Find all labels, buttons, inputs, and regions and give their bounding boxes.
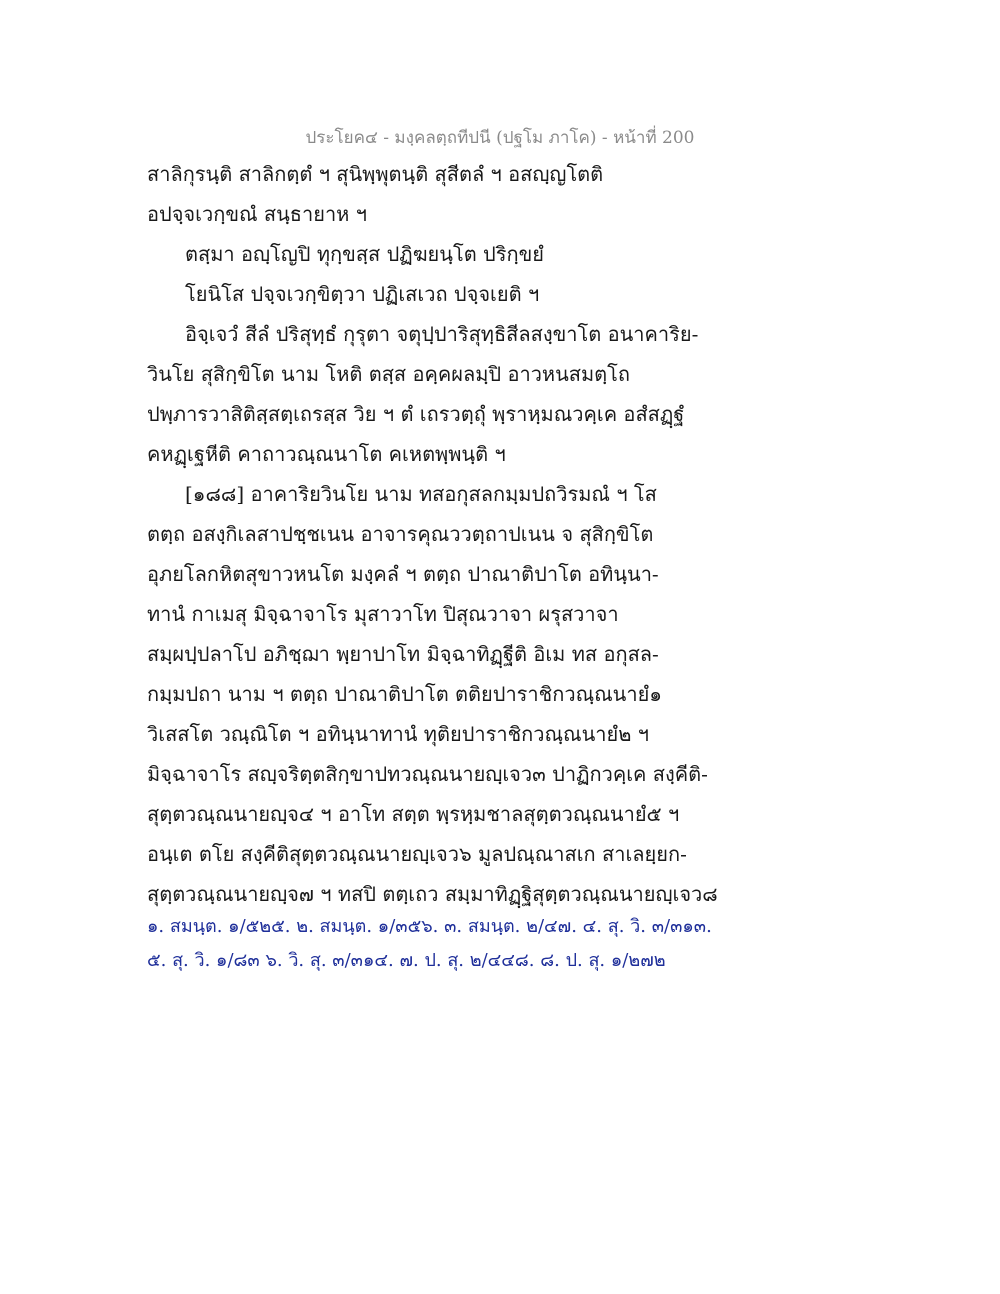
- page-header: ประโยค๔ - มงฺคลตฺถทีปนี (ปฐโม ภาโค) - หน้าที่ 200: [305, 128, 695, 148]
- text-line: กมฺมปถา นาม ฯ ตตฺถ ปาณาติปาโต ตติยปาราชิกวณฺณนายํ๑: [147, 682, 662, 706]
- text-line: มิจฺฉาจาโร สญฺจริตฺตสิกฺขาปทวณฺณนายญฺเจว๓ ปาฏิกวคฺเค สงฺคีติ-: [147, 762, 708, 786]
- text-line: ปพฺภารวาสิติสฺสตฺเถรสฺส วิย ฯ ตํ เถรวตฺถุํ พฺราหฺมณวคฺเค อสํสฏฺฐํ: [147, 402, 685, 426]
- text-line: สาลิกุรนฺติ สาลิกตฺตํ ฯ สุนิพฺพุตนฺติ สุสีตลํ ฯ อสญฺญโตติ: [147, 162, 604, 186]
- verse-line: โยนิโส ปจฺจเวกฺขิตฺวา ปฏิเสเวถ ปจฺจเยติ ฯ: [185, 282, 540, 306]
- text-line: ตตฺถ อสงฺกิเลสาปชฺชเนน อาจารคุณววตฺถาปเนน จ สุสิกฺขิโต: [147, 522, 654, 546]
- footnote-line: ๕. สุ. วิ. ๑/๘๓ ๖. วิ. สุ. ๓/๓๑๔. ๗. ป. สุ. ๒/๔๔๘. ๘. ป. สุ. ๑/๒๗๒: [147, 950, 666, 971]
- text-line: ทานํ กาเมสุ มิจฺฉาจาโร มุสาวาโท ปิสุณวาจา ผรุสวาจา: [147, 602, 619, 626]
- paragraph-start-line: อิจฺเจวํ สีลํ ปริสุทฺธํ กุรุตา จตุปฺปาริสุทฺธิสีลสงฺขาโต อนาคาริย-: [185, 322, 699, 346]
- text-line: สมฺผปฺปลาโป อภิชฺฌา พฺยาปาโท มิจฺฉาทิฏฺฐีติ อิเม ทส อกุสล-: [147, 642, 659, 666]
- verse-line: ตสฺมา อญฺโญปิ ทุกฺขสฺส ปฏิฆยนฺโต ปริกฺขยํ: [185, 242, 544, 266]
- text-line: สุตฺตวณฺณนายญฺจ๗ ฯ ทสปิ ตตฺเถว สมฺมาทิฏฺฐิสุตฺตวณฺณนายญฺเจว๘: [147, 882, 718, 906]
- footnotes: [147, 910, 867, 978]
- text-line: คหฏฺเฐหีติ คาถาวณฺณนาโต คเหตพฺพนฺติ ฯ: [147, 442, 506, 466]
- text-line: อุภยโลกหิตสุขาวหนโต มงฺคลํ ฯ ตตฺถ ปาณาติปาโต อทินฺนา-: [147, 562, 659, 586]
- text-line: สุตฺตวณฺณนายญฺจ๔ ฯ อาโท สตฺต พฺรหฺมชาลสุตฺตวณฺณนายํ๕ ฯ: [147, 802, 680, 826]
- footnote-line: ๑. สมนฺต. ๑/๕๒๕. ๒. สมนฺต. ๑/๓๕๖. ๓. สมนฺต. ๒/๔๗. ๔. สุ. วิ. ๓/๓๑๓.: [147, 916, 712, 937]
- text-line: วินโย สุสิกฺขิโต นาม โหติ ตสฺส อคฺคผลมฺปิ อาวหนสมตฺโถ: [147, 362, 631, 386]
- paragraph-start-line: [๑๘๘] อาคาริยวินโย นาม ทสอกุสลกมฺมปถวิรมณํ ฯ โส: [185, 482, 657, 506]
- text-line: อปจฺจเวกฺขณํ สนฺธายาห ฯ: [147, 202, 367, 226]
- text-line: วิเสสโต วณฺณิโต ฯ อทินฺนาทานํ ทุติยปาราชิกวณฺณนายํ๒ ฯ: [147, 722, 650, 746]
- body-text: [147, 154, 867, 914]
- text-line: อนฺเต ตโย สงฺคีติสุตฺตวณฺณนายญฺเจว๖ มูลปณฺณาสเก สาเลยฺยก-: [147, 842, 687, 866]
